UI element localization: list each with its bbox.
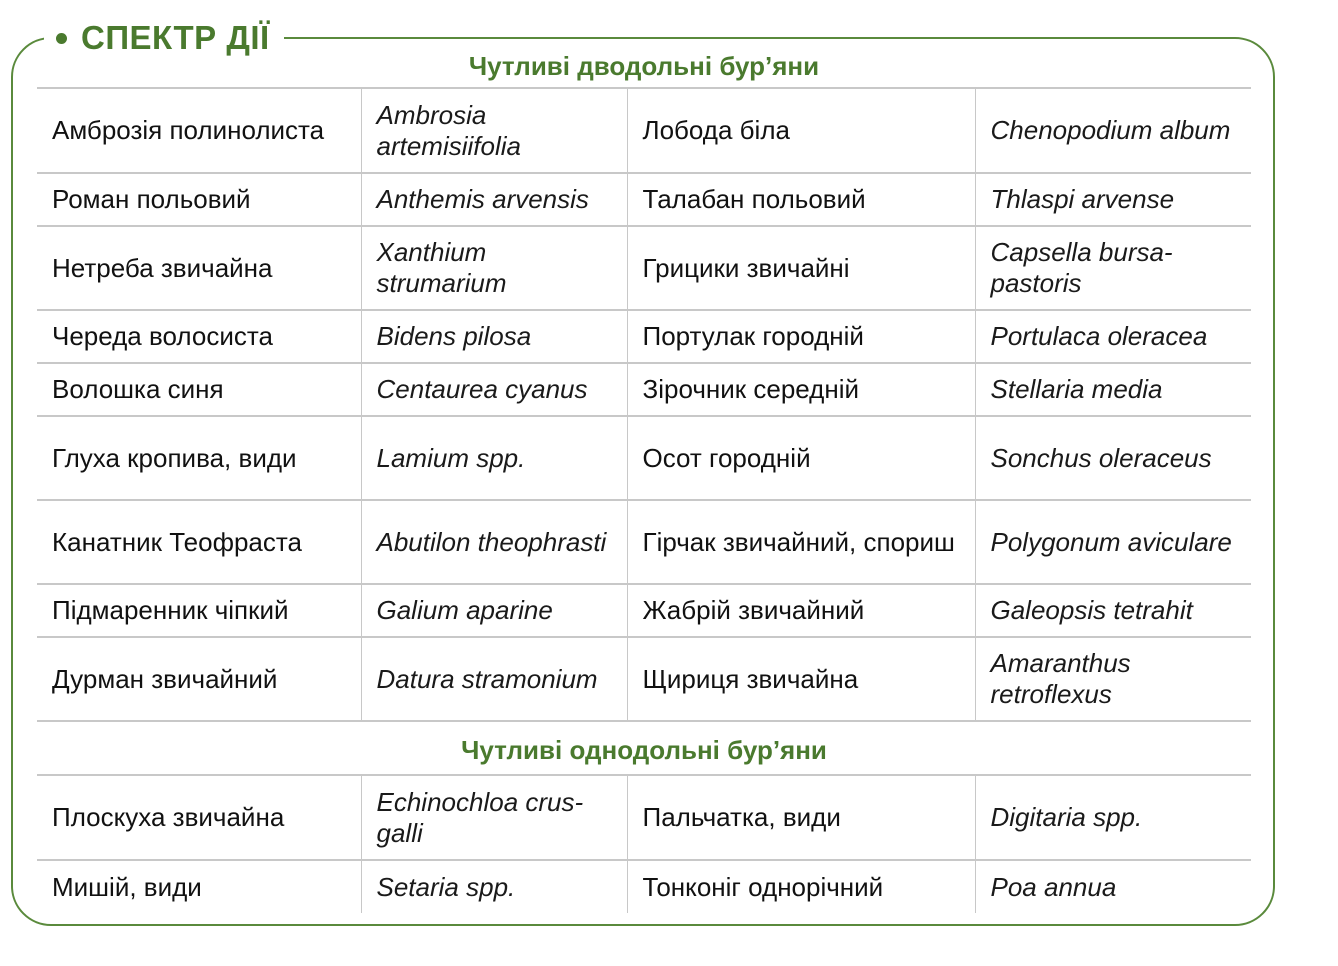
common-name: Тонконіг однорічний <box>627 860 975 913</box>
common-name: Нетреба звичайна <box>37 226 361 310</box>
common-name: Щириця звичайна <box>627 637 975 721</box>
latin-name: Thlaspi arvense <box>975 173 1251 226</box>
common-name: Пальчатка, види <box>627 776 975 860</box>
monocot-table <box>37 776 1251 913</box>
dicot-section-title: Чутливі дводольні бур’яни <box>37 43 1251 89</box>
common-name: Жабрій звичайний <box>627 584 975 637</box>
table-row <box>37 584 1251 637</box>
table-row <box>37 637 1251 721</box>
latin-name: Datura stramonium <box>361 637 627 721</box>
table-row <box>37 416 1251 500</box>
latin-name: Chenopodium album <box>975 89 1251 173</box>
latin-name: Centaurea cyanus <box>361 363 627 416</box>
common-name: Підмаренник чіпкий <box>37 584 361 637</box>
common-name: Лобода біла <box>627 89 975 173</box>
latin-name: Bidens pilosa <box>361 310 627 363</box>
latin-name: Poa annua <box>975 860 1251 913</box>
table-row <box>37 363 1251 416</box>
latin-name: Polygonum aviculare <box>975 500 1251 584</box>
latin-name: Echinochloa crus-galli <box>361 776 627 860</box>
common-name: Плоскуха звичайна <box>37 776 361 860</box>
common-name: Гірчак звичайний, спориш <box>627 500 975 584</box>
common-name: Волошка синя <box>37 363 361 416</box>
latin-name: Galium aparine <box>361 584 627 637</box>
latin-name: Abutilon theophrasti <box>361 500 627 584</box>
common-name: Грицики звичайні <box>627 226 975 310</box>
table-row <box>37 89 1251 173</box>
common-name: Роман польовий <box>37 173 361 226</box>
dicot-table <box>37 89 1251 722</box>
common-name: Дурман звичайний <box>37 637 361 721</box>
common-name: Канатник Теофраста <box>37 500 361 584</box>
latin-name: Anthemis arvensis <box>361 173 627 226</box>
weed-spectrum-table <box>37 43 1251 913</box>
latin-name: Digitaria spp. <box>975 776 1251 860</box>
latin-name: Galeopsis tetrahit <box>975 584 1251 637</box>
common-name: Портулак городній <box>627 310 975 363</box>
latin-name: Portulaca oleracea <box>975 310 1251 363</box>
common-name: Череда волосиста <box>37 310 361 363</box>
bullet-icon <box>56 33 67 44</box>
latin-name: Amaranthus retroflexus <box>975 637 1251 721</box>
common-name: Глуха кропива, види <box>37 416 361 500</box>
common-name: Талабан польовий <box>627 173 975 226</box>
monocot-section-title: Чутливі однодольні бур’яни <box>37 722 1251 776</box>
common-name: Амброзія полинолиста <box>37 89 361 173</box>
latin-name: Setaria spp. <box>361 860 627 913</box>
table-row <box>37 310 1251 363</box>
latin-name: Capsella bursa-pastoris <box>975 226 1251 310</box>
latin-name: Sonchus oleraceus <box>975 416 1251 500</box>
latin-name: Xanthium strumarium <box>361 226 627 310</box>
common-name: Мишій, види <box>52 871 202 902</box>
page-title: СПЕКТР ДІЇ <box>81 19 270 56</box>
latin-name: Stellaria media <box>975 363 1251 416</box>
table-row <box>37 173 1251 226</box>
latin-name: Ambrosia artemisiifolia <box>361 89 627 173</box>
table-row <box>37 860 1251 913</box>
table-row <box>37 226 1251 310</box>
latin-name: Lamium spp. <box>361 416 627 500</box>
table-row <box>37 776 1251 860</box>
table-row <box>37 500 1251 584</box>
common-name: Осот городній <box>627 416 975 500</box>
common-name: Зірочник середній <box>627 363 975 416</box>
